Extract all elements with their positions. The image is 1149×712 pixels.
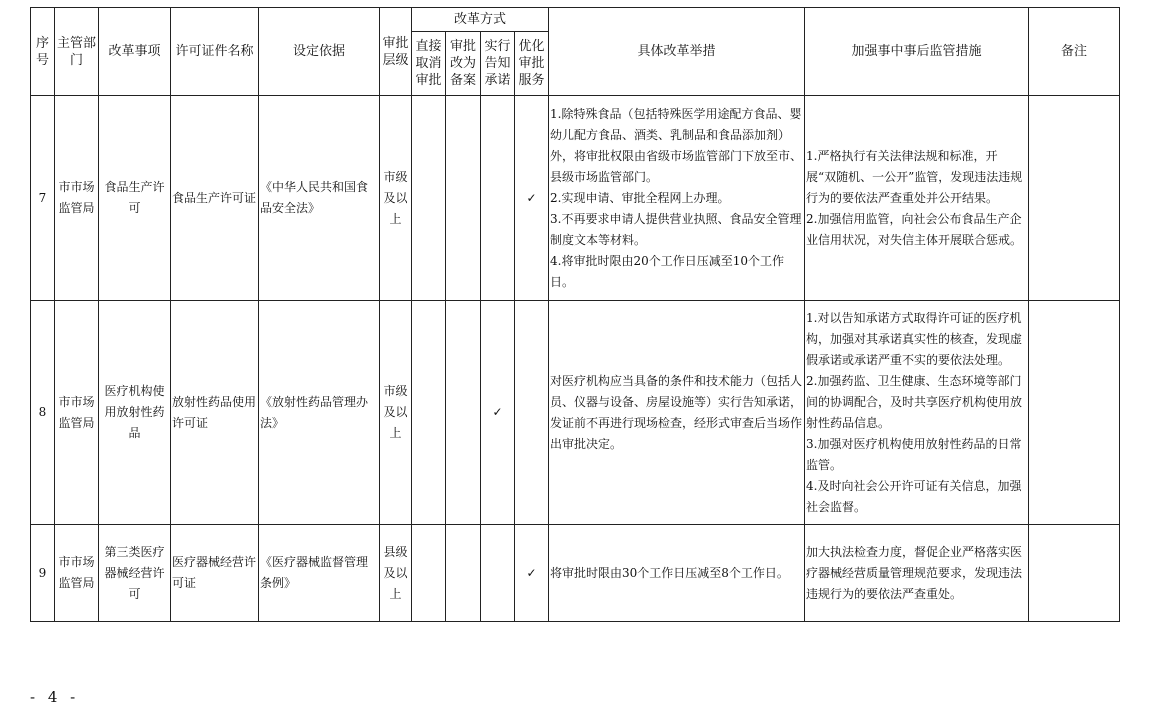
cell-supervision: 1.严格执行有关法律法规和标准，开展“双随机、一公开”监管，发现违法违规行为的要依法严查重处并公开结果。 2.加强信用监管，向社会公布食品生产企业信用状况，对失信主体开展联合惩戒。 <box>805 96 1029 301</box>
cell-seq: 8 <box>31 301 55 525</box>
reform-table <box>30 7 1120 622</box>
header-method-group: 改革方式 <box>412 8 549 32</box>
cell-item: 第三类医疗器械经营许可 <box>99 525 171 622</box>
header-method-optimize: 优化审批服务 <box>515 32 549 96</box>
table-row <box>31 301 1120 525</box>
cell-method-optimize: ✓ <box>515 525 549 622</box>
cell-basis: 《中华人民共和国食品安全法》 <box>259 96 380 301</box>
cell-level: 市级及以上 <box>380 96 412 301</box>
cell-method-filing <box>446 96 481 301</box>
cell-basis: 《医疗器械监督管理条例》 <box>259 525 380 622</box>
header-method-commitment: 实行告知承诺 <box>481 32 515 96</box>
cell-dept: 市市场监管局 <box>55 525 99 622</box>
header-level: 审批层级 <box>380 8 412 96</box>
cell-dept: 市市场监管局 <box>55 301 99 525</box>
cell-dept: 市市场监管局 <box>55 96 99 301</box>
cell-level: 市级及以上 <box>380 301 412 525</box>
cell-license: 医疗器械经营许可证 <box>171 525 259 622</box>
cell-level: 县级及以上 <box>380 525 412 622</box>
cell-method-cancel <box>412 96 446 301</box>
cell-measures: 将审批时限由30个工作日压减至8个工作日。 <box>549 525 805 622</box>
page-number: - 4 - <box>30 688 80 706</box>
header-item: 改革事项 <box>99 8 171 96</box>
header-seq: 序号 <box>31 8 55 96</box>
table-row <box>31 525 1120 622</box>
cell-supervision: 1.对以告知承诺方式取得许可证的医疗机构，加强对其承诺真实性的核查，发现虚假承诺或承诺严重不实的要依法处理。 2.加强药监、卫生健康、生态环境等部门间的协调配合，及时共享医疗机构使用放射性药品信息。 3.加强对医疗机构使用放射性药品的日常监管。 4.及时向社会公开许可证有关信息，加强社会监督。 <box>805 301 1029 525</box>
cell-item: 食品生产许可 <box>99 96 171 301</box>
cell-item: 医疗机构使用放射性药品 <box>99 301 171 525</box>
cell-method-commitment <box>481 96 515 301</box>
header-supervision: 加强事中事后监管措施 <box>805 8 1029 96</box>
header-measures: 具体改革举措 <box>549 8 805 96</box>
cell-license: 食品生产许可证 <box>171 96 259 301</box>
header-license: 许可证件名称 <box>171 8 259 96</box>
cell-remark <box>1029 525 1120 622</box>
cell-method-cancel <box>412 301 446 525</box>
table-row <box>31 96 1120 301</box>
cell-measures: 1.除特殊食品（包括特殊医学用途配方食品、婴幼儿配方食品、酒类、乳制品和食品添加剂）外，将审批权限由省级市场监管部门下放至市、县级市场监管部门。 2.实现申请、审批全程网上办理。 3.不再要求申请人提供营业执照、食品安全管理制度文本等材料。 4.将审批时限由20个工作日压减至10个工作日。 <box>549 96 805 301</box>
cell-method-optimize <box>515 301 549 525</box>
cell-method-commitment <box>481 525 515 622</box>
cell-remark <box>1029 96 1120 301</box>
cell-seq: 7 <box>31 96 55 301</box>
cell-measures: 对医疗机构应当具备的条件和技术能力（包括人员、仪器与设备、房屋设施等）实行告知承诺，发证前不再进行现场检查，经形式审查后当场作出审批决定。 <box>549 301 805 525</box>
cell-method-cancel <box>412 525 446 622</box>
header-basis: 设定依据 <box>259 8 380 96</box>
cell-basis: 《放射性药品管理办法》 <box>259 301 380 525</box>
header-method-filing: 审批改为备案 <box>446 32 481 96</box>
cell-supervision: 加大执法检查力度，督促企业严格落实医疗器械经营质量管理规范要求，发现违法违规行为的要依法严查重处。 <box>805 525 1029 622</box>
cell-remark <box>1029 301 1120 525</box>
cell-license: 放射性药品使用许可证 <box>171 301 259 525</box>
header-remark: 备注 <box>1029 8 1120 96</box>
cell-seq: 9 <box>31 525 55 622</box>
cell-method-optimize: ✓ <box>515 96 549 301</box>
cell-method-filing <box>446 301 481 525</box>
header-dept: 主管部门 <box>55 8 99 96</box>
header-method-cancel: 直接取消审批 <box>412 32 446 96</box>
cell-method-commitment: ✓ <box>481 301 515 525</box>
cell-method-filing <box>446 525 481 622</box>
